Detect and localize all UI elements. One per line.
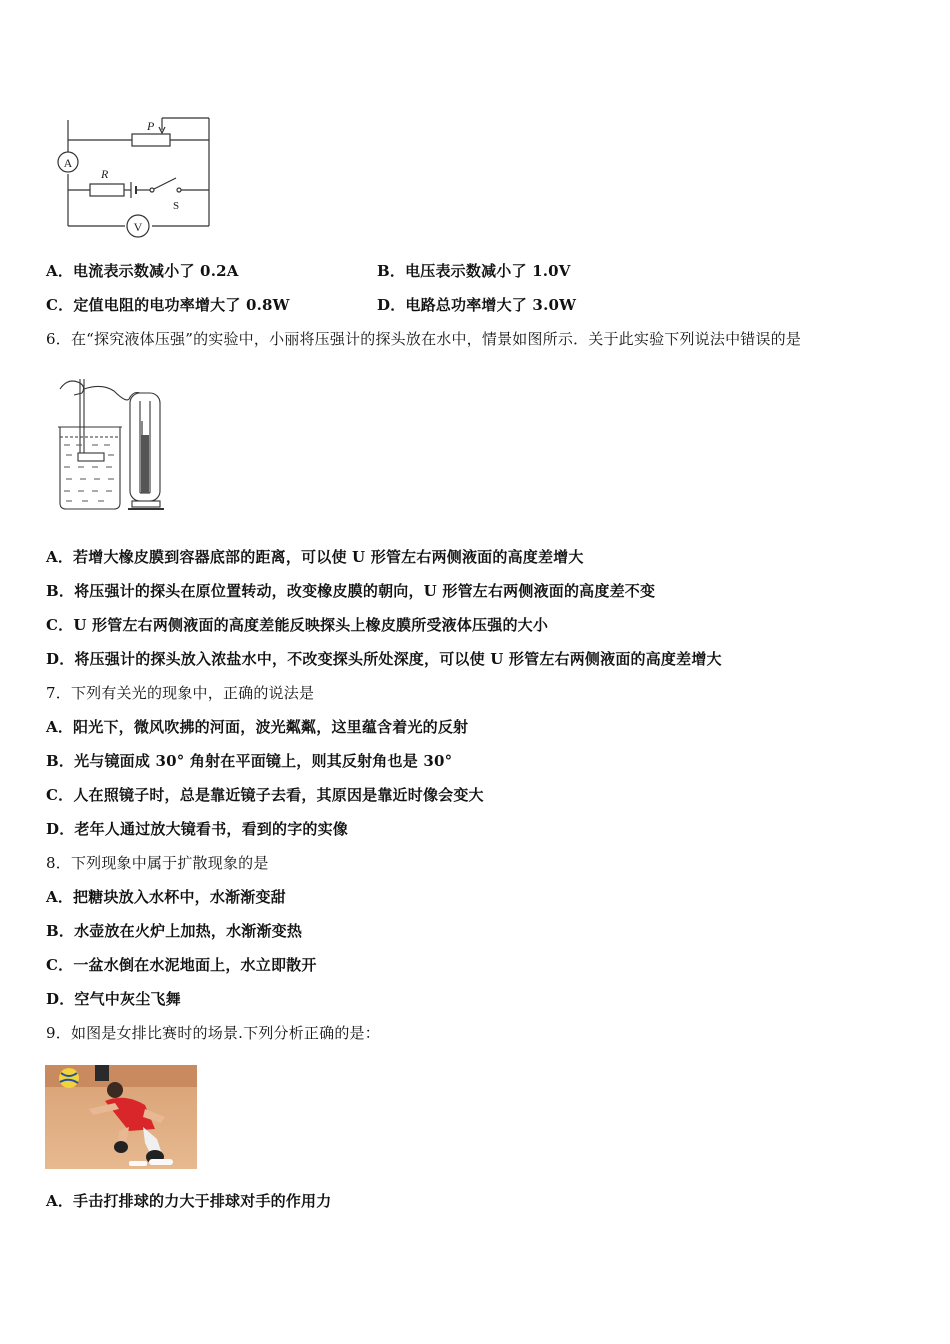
q8-option-d: D．空气中灰尘飞舞 [46, 990, 181, 1008]
q5-option-a: A．电流表示数减小了 0.2A [46, 262, 239, 280]
q7-option-c: C．人在照镜子时，总是靠近镜子去看，其原因是靠近时像会变大 [46, 786, 484, 804]
q6-stem: 6．在“探究液体压强”的实验中，小丽将压强计的探头放在水中，情景如图所示．关于此实验下列说法中错误的是 [46, 330, 802, 348]
svg-text:A: A [63, 156, 73, 170]
ammeter-icon [58, 152, 78, 172]
voltmeter-icon [127, 215, 149, 237]
volleyball-photo [45, 1065, 197, 1169]
q5-option-c: C．定值电阻的电功率增大了 0.8W [46, 296, 290, 314]
label-s: S [173, 200, 180, 212]
q7-stem: 7．下列有关光的现象中，正确的说法是 [46, 684, 315, 702]
q8-option-b: B．水壶放在火炉上加热，水渐渐变热 [46, 922, 303, 940]
q5-option-d: D．电路总功率增大了 3.0W [377, 296, 577, 314]
q8-stem: 8．下列现象中属于扩散现象的是 [46, 854, 269, 872]
q5-option-b: B．电压表示数减小了 1.0V [377, 262, 571, 280]
pressure-gauge-figure [52, 375, 170, 515]
q8-option-c: C．一盆水倒在水泥地面上，水立即散开 [46, 956, 317, 974]
q6-option-a: A．若增大橡皮膜到容器底部的距离，可以使 U 形管左右两侧液面的高度差增大 [46, 548, 584, 566]
q7-option-a: A．阳光下，微风吹拂的河面，波光粼粼，这里蕴含着光的反射 [46, 718, 469, 736]
q8-option-a: A．把糖块放入水杯中，水渐渐变甜 [46, 888, 286, 906]
label-r: R [101, 167, 109, 181]
q6-option-c: C．U 形管左右两侧液面的高度差能反映探头上橡皮膜所受液体压强的大小 [46, 616, 549, 634]
q6-option-d: D．将压强计的探头放入浓盐水中，不改变探头所处深度，可以使 U 形管左右两侧液面的高度差增大 [46, 650, 722, 668]
q9-option-a: A．手击打排球的力大于排球对手的作用力 [46, 1192, 332, 1210]
q7-option-d: D．老年人通过放大镜看书，看到的字的实像 [46, 820, 349, 838]
svg-text:V: V [133, 220, 143, 234]
volleyball-icon [59, 1068, 79, 1088]
q6-option-b: B．将压强计的探头在原位置转动，改变橡皮膜的朝向，U 形管左右两侧液面的高度差不变 [46, 582, 656, 600]
label-p: P [147, 119, 155, 133]
circuit-diagram [52, 112, 217, 242]
q9-stem: 9．如图是女排比赛时的场景.下列分析正确的是： [46, 1024, 380, 1042]
q7-option-b: B．光与镜面成 30° 角射在平面镜上，则其反射角也是 30° [46, 752, 453, 770]
